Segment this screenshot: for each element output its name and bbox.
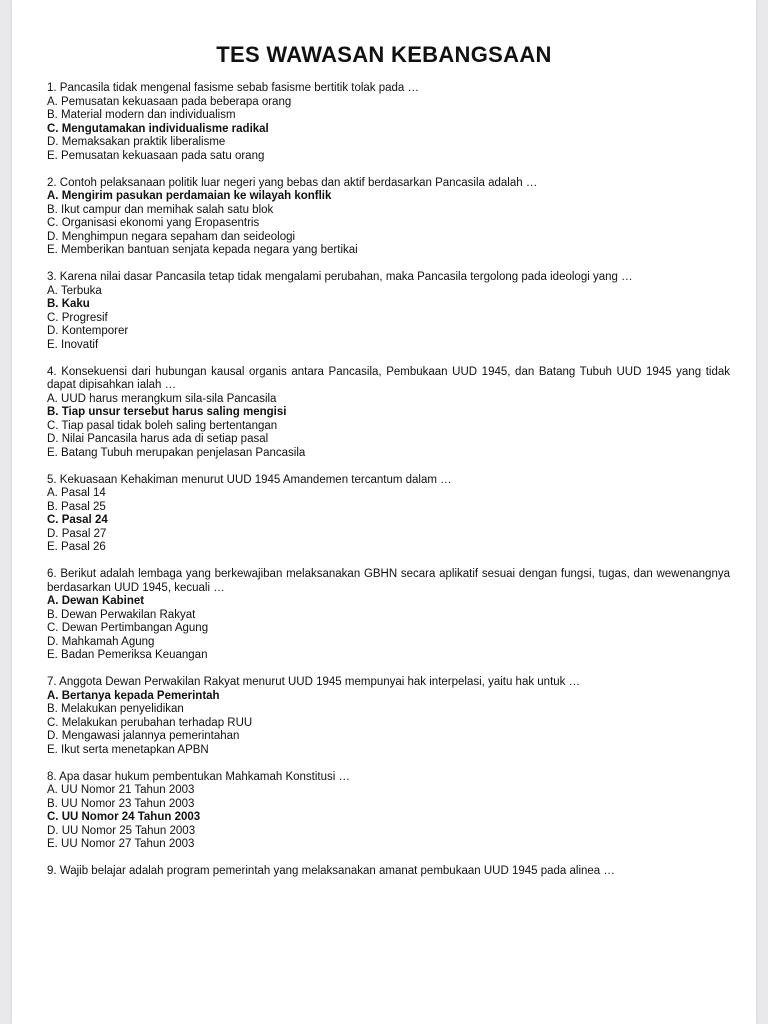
answer-option: A. Pemusatan kekuasaan pada beberapa orang [47, 95, 292, 108]
answer-option-correct: B. Tiap unsur tersebut harus saling mengisi [47, 406, 287, 418]
answer-option: D. Menghimpun negara sepaham dan seideologi [47, 230, 296, 243]
question-text: 4. Konsekuensi dari hubungan kausal organis antara Pancasila, Pembukaan UUD 1945, dan Batang Tubuh UUD 1945 yang tidak dapat dipisahkan ialah … [47, 365, 730, 391]
answer-option: E. Batang Tubuh merupakan penjelasan Pancasila [47, 446, 306, 459]
answer-option-correct: A. Bertanya kepada Pemerintah [47, 689, 220, 702]
answer-option: A. UUD harus merangkum sila-sila Pancasila [47, 392, 277, 405]
answer-option: D. UU Nomor 25 Tahun 2003 [47, 824, 196, 837]
question-text: 7. Anggota Dewan Perwakilan Rakyat menurut UUD 1945 mempunyai hak interpelasi, yaitu hak untuk … [47, 676, 581, 688]
answer-option: D. Nilai Pancasila harus ada di setiap pasal [47, 433, 269, 445]
question-1 [47, 82, 730, 163]
question-5 [47, 474, 730, 555]
question-6 [47, 568, 730, 663]
question-text: 5. Kekuasaan Kehakiman menurut UUD 1945 Amandemen tercantum dalam … [47, 473, 452, 486]
question-7 [47, 676, 730, 757]
question-text: 9. Wajib belajar adalah program pemerintah yang melaksanakan amanat pembukaan UUD 1945 pada alinea … [47, 865, 615, 877]
answer-option: B. UU Nomor 23 Tahun 2003 [47, 797, 195, 810]
answer-option-correct: C. Pasal 24 [47, 514, 108, 526]
answer-option: E. Memberikan bantuan senjata kepada negara yang bertikai [47, 244, 358, 256]
question-4 [47, 366, 730, 461]
answer-option: D. Kontemporer [47, 325, 129, 337]
question-text: 6. Berikut adalah lembaga yang berkewajiban melaksanakan GBHN secara aplikatif sesuai dengan fungsi, tugas, dan wewenangnya berdasarkan UUD 1945, kecuali … [47, 568, 730, 594]
answer-option: E. UU Nomor 27 Tahun 2003 [47, 838, 195, 850]
document-page [12, 0, 756, 1024]
answer-option: A. UU Nomor 21 Tahun 2003 [47, 784, 195, 796]
question-2 [47, 177, 730, 258]
question-text: 8. Apa dasar hukum pembentukan Mahkamah Konstitusi … [47, 770, 351, 783]
question-9 [47, 865, 730, 879]
question-3 [47, 271, 730, 352]
answer-option: D. Mengawasi jalannya pemerintahan [47, 730, 240, 742]
answer-option: B. Material modern dan individualism [47, 109, 236, 121]
answer-option: C. Organisasi ekonomi yang Eropasentris [47, 217, 260, 229]
question-8 [47, 771, 730, 852]
answer-option-correct: A. Dewan Kabinet [47, 595, 145, 607]
answer-option: D. Memaksakan praktik liberalisme [47, 136, 226, 148]
answer-option: B. Melakukan penyelidikan [47, 703, 184, 715]
answer-option: E. Ikut serta menetapkan APBN [47, 743, 209, 756]
answer-option: E. Badan Pemeriksa Keuangan [47, 649, 208, 661]
answer-option: A. Terbuka [47, 284, 102, 297]
answer-option-correct: B. Kaku [47, 298, 90, 310]
answer-option: E. Pemusatan kekuasaan pada satu orang [47, 149, 265, 162]
answer-option-correct: A. Mengirim pasukan perdamaian ke wilayah konflik [47, 190, 332, 202]
answer-option: A. Pasal 14 [47, 487, 106, 499]
question-text: 2. Contoh pelaksanaan politik luar negeri yang bebas dan aktif berdasarkan Pancasila adalah … [47, 176, 538, 189]
answer-option: B. Pasal 25 [47, 500, 106, 513]
answer-option: C. Melakukan perubahan terhadap RUU [47, 716, 253, 729]
answer-option: C. Dewan Pertimbangan Agung [47, 622, 209, 634]
question-text: 3. Karena nilai dasar Pancasila tetap tidak mengalami perubahan, maka Pancasila tergolong pada ideologi yang … [47, 271, 633, 283]
answer-option: E. Pasal 26 [47, 541, 106, 553]
answer-option: B. Dewan Perwakilan Rakyat [47, 608, 196, 621]
answer-option: B. Ikut campur dan memihak salah satu blok [47, 203, 274, 216]
question-text: 1. Pancasila tidak mengenal fasisme sebab fasisme bertitik tolak pada … [47, 82, 420, 94]
answer-option-correct: C. Mengutamakan individualisme radikal [47, 122, 269, 135]
answer-option: E. Inovatif [47, 338, 99, 351]
answer-option: D. Pasal 27 [47, 527, 107, 540]
question-list [47, 82, 730, 892]
answer-option: C. Tiap pasal tidak boleh saling bertentangan [47, 419, 278, 432]
answer-option: C. Progresif [47, 311, 108, 324]
answer-option-correct: C. UU Nomor 24 Tahun 2003 [47, 811, 201, 823]
answer-option: D. Mahkamah Agung [47, 635, 155, 648]
page-title: TES WAWASAN KEBANGSAAN [216, 42, 552, 67]
